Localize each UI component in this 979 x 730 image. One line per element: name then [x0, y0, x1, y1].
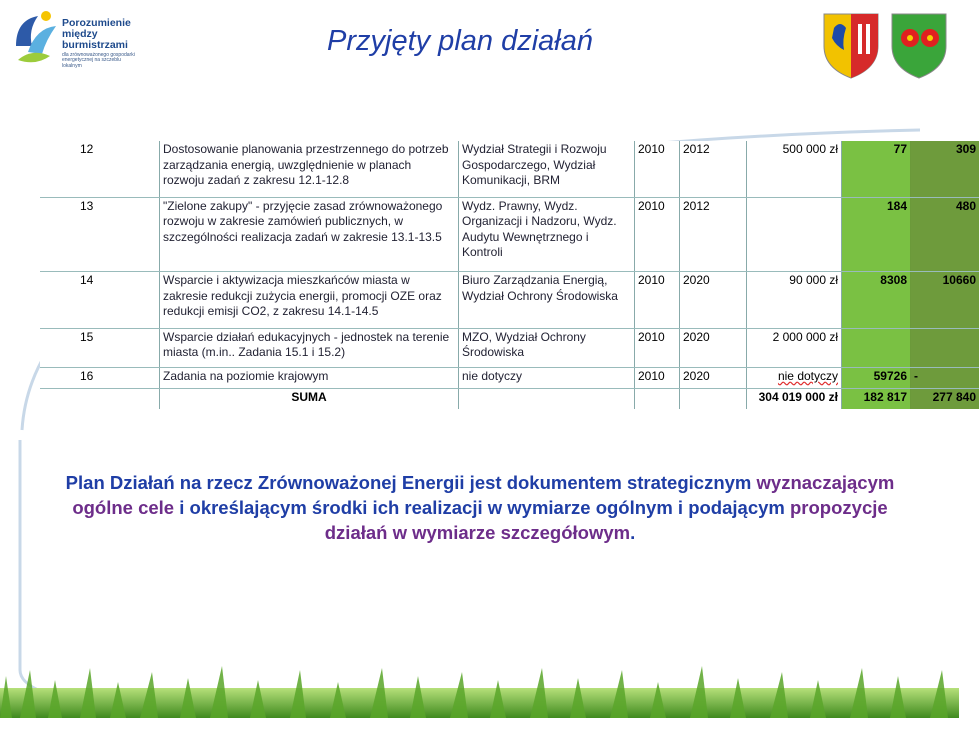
- cell-cost: [747, 367, 842, 388]
- cell-cost: [747, 197, 842, 271]
- cell-unit: nie dotyczy: [459, 367, 635, 388]
- cell-cost: 90 000 zł: [747, 272, 842, 329]
- cell-year-start: 2010: [635, 272, 680, 329]
- cell-value-a: 77: [842, 141, 911, 197]
- summary-part-5: .: [630, 522, 635, 543]
- cell-unit: Biuro Zarządzania Energią, Wydział Ochrony Środowiska: [459, 272, 635, 329]
- summary-part-4: propozycje działań w wymiarze szczegółowym: [325, 497, 888, 543]
- cell-no: 14: [40, 272, 160, 329]
- table-row: [40, 272, 979, 329]
- cell-no: 15: [40, 328, 160, 367]
- cell-year-end: 2020: [680, 328, 747, 367]
- summary-part-1: Plan Działań na rzecz Zrównoważonej Energii jest dokumentem strategicznym: [66, 472, 752, 493]
- cell-description: Dostosowanie planowania przestrzennego do potrzeb zarządzania energią, uwzględnienie w planach rozwoju zadań z zakresu 12.1-12.8: [160, 141, 459, 197]
- cell-empty: [40, 388, 160, 409]
- cell-value-b: 480: [911, 197, 979, 271]
- logo-title-line1: Porozumienie: [62, 18, 140, 29]
- sum-value-a: 182 817: [842, 388, 911, 409]
- cell-year-start: 2010: [635, 141, 680, 197]
- cell-description: Wsparcie i aktywizacja mieszkańców miasta w zakresie redukcji zużycia energii, promocji OZE oraz redukcji emisji CO2, z zakresu 14.1-14.5: [160, 272, 459, 329]
- coat-of-arms-rose-icon: [888, 10, 950, 80]
- coat-of-arms-eagle-icon: [820, 10, 882, 80]
- table-body: [40, 141, 979, 409]
- grass-decoration: [0, 662, 959, 718]
- cell-value-a: 59726: [842, 367, 911, 388]
- cell-empty: [680, 388, 747, 409]
- cell-year-end: 2020: [680, 367, 747, 388]
- summary-part-2: wyznaczającym ogólne cele: [72, 472, 894, 518]
- cell-value-b: -: [911, 367, 979, 388]
- porozumienie-logo: [6, 6, 140, 76]
- cell-value-a: [842, 328, 911, 367]
- logo-subtitle: dla zrównoważonego gospodarki energetycznej na szczeblu lokalnym: [62, 53, 140, 69]
- logo-emblem-icon: [6, 6, 62, 70]
- sum-label: SUMA: [160, 388, 459, 409]
- cell-cost: 500 000 zł: [747, 141, 842, 197]
- cell-value-b: 10660: [911, 272, 979, 329]
- cell-year-end: 2012: [680, 197, 747, 271]
- cell-cost: 2 000 000 zł: [747, 328, 842, 367]
- cell-description: Zadania na poziomie krajowym: [160, 367, 459, 388]
- cell-unit: MZO, Wydział Ochrony Środowiska: [459, 328, 635, 367]
- sum-cost: 304 019 000 zł: [747, 388, 842, 409]
- logo-title-line2: między burmistrzami: [62, 29, 140, 51]
- cost-not-applicable: nie dotyczy: [778, 369, 838, 383]
- cell-unit: Wydz. Prawny, Wydz. Organizacji i Nadzoru, Wydz. Audytu Wewnętrznego i Kontroli: [459, 197, 635, 271]
- cell-year-start: 2010: [635, 367, 680, 388]
- page-title: Przyjęty plan działań: [250, 25, 670, 58]
- cell-no: 12: [40, 141, 160, 197]
- cell-description: Wsparcie działań edukacyjnych - jednostek na terenie miasta (m.in.. Zadania 15.1 i 15.2): [160, 328, 459, 367]
- cell-value-b: 309: [911, 141, 979, 197]
- cell-value-b: [911, 328, 979, 367]
- cell-unit: Wydział Strategii i Rozwoju Gospodarczego, Wydział Komunikacji, BRM: [459, 141, 635, 197]
- cell-year-start: 2010: [635, 197, 680, 271]
- table-row: [40, 328, 979, 367]
- summary-part-3: i określającym środki ich realizacji w wymiarze ogólnym i podającym: [174, 497, 790, 518]
- action-plan-table: [40, 141, 979, 409]
- cell-no: 13: [40, 197, 160, 271]
- summary-paragraph: [40, 470, 920, 545]
- cell-empty: [635, 388, 680, 409]
- cell-year-end: 2020: [680, 272, 747, 329]
- cell-empty: [459, 388, 635, 409]
- cell-no: 16: [40, 367, 160, 388]
- cell-value-a: 8308: [842, 272, 911, 329]
- cell-year-start: 2010: [635, 328, 680, 367]
- table-row: [40, 197, 979, 271]
- table-sum-row: [40, 388, 979, 409]
- sum-value-b: 277 840: [911, 388, 979, 409]
- cell-value-a: 184: [842, 197, 911, 271]
- table-row: [40, 367, 979, 388]
- table-row: [40, 141, 979, 197]
- cell-description: "Zielone zakupy" - przyjęcie zasad zrównoważonego rozwoju w zakresie zamówień publicznych, w szczególności realizacja zadań w zakresie 13.1-13.5: [160, 197, 459, 271]
- cell-year-end: 2012: [680, 141, 747, 197]
